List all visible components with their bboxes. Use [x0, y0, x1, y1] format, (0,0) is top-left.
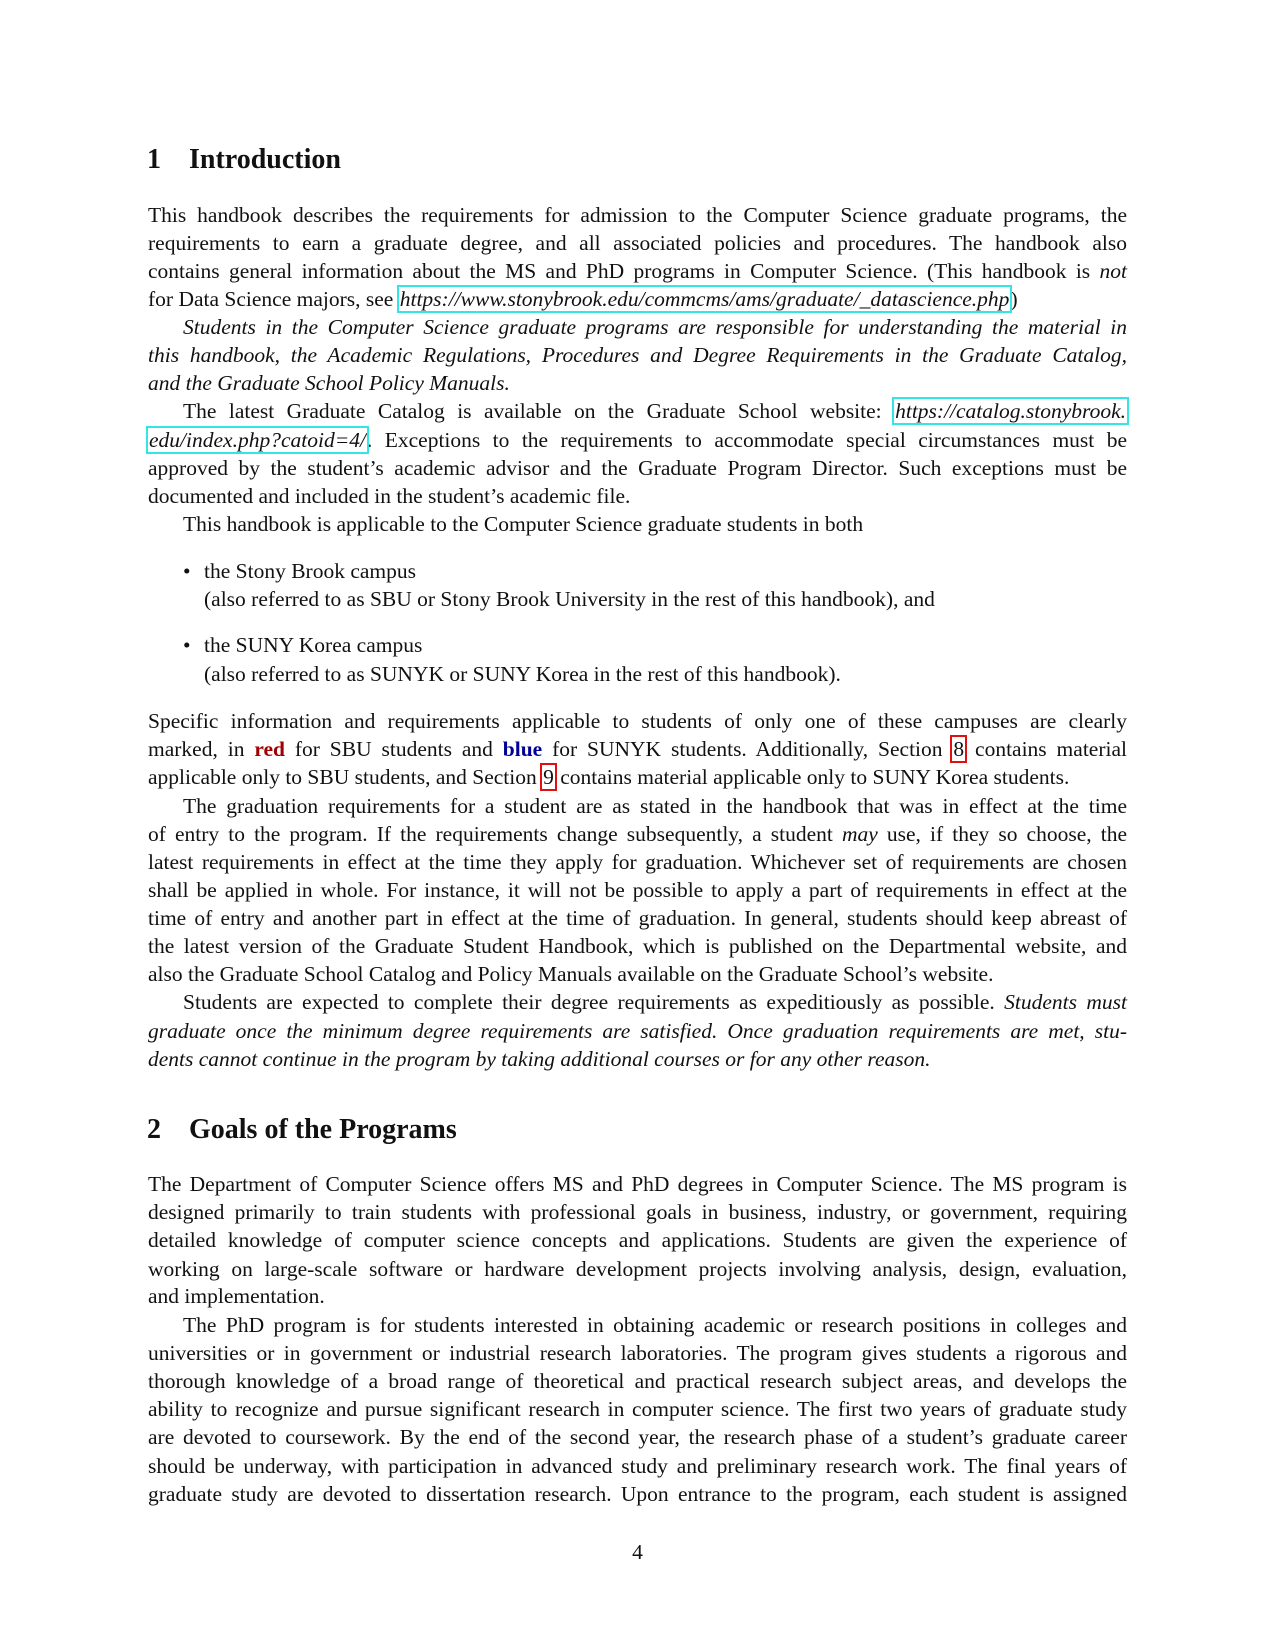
text-span: of entry to the program. If the requirements change subsequently, a student [148, 822, 842, 846]
text-span: for SBU students and [284, 737, 503, 761]
paragraph-line: are devoted to coursework. By the end of the second year, the research phase of a student’s graduate career [148, 1425, 1127, 1449]
paragraph-line: ability to recognize and pursue significant research in computer science. The first two years of graduate study [148, 1397, 1127, 1421]
section-9-link[interactable]: 9 [543, 765, 554, 789]
paragraph-line: detailed knowledge of computer science concepts and applications. Students are given the experience of [148, 1228, 1127, 1252]
paragraph-line: This handbook describes the requirements for admission to the Computer Science graduate programs, the [148, 203, 1127, 227]
paragraph-line: approved by the student’s academic advisor and the Graduate Program Director. Such exceptions must be [148, 456, 1127, 480]
paragraph-line: universities or in government or industrial research laboratories. The program gives students a rigorous and [148, 1341, 1127, 1365]
text-span: applicable only to SBU students, and Section [148, 765, 543, 789]
datascience-link[interactable]: https://www.stonybrook.edu/commcms/ams/graduate/_datascience.php [399, 287, 1010, 311]
paragraph-line [148, 820, 1127, 848]
paragraph-line: this handbook, the Academic Regulations, Procedures and Degree Requirements in the Graduate Catalog, [148, 343, 1127, 367]
bullet-icon: • [183, 559, 191, 583]
bullet-icon: • [183, 633, 191, 657]
emphasis-text: Students must [1004, 990, 1127, 1014]
paragraph-line [148, 763, 1127, 791]
section-title: Introduction [189, 144, 341, 175]
section-number: 1 [147, 144, 161, 175]
text-span: ) [1010, 287, 1018, 311]
section-heading-introduction [147, 143, 341, 177]
paragraph-line: dents cannot continue in the program by taking additional courses or for any other reason. [148, 1047, 931, 1071]
paragraph-line: The graduation requirements for a student are as stated in the handbook that was in effect at the time [183, 794, 1127, 818]
paragraph-line: documented and included in the student’s academic file. [148, 484, 631, 508]
bullet-item-line: the Stony Brook campus [204, 559, 416, 583]
text-span: for Data Science majors, see [148, 287, 399, 311]
paragraph-line: and the Graduate School Policy Manuals. [148, 371, 510, 395]
paragraph-line: the latest version of the Graduate Student Handbook, which is published on the Departmental website, and [148, 934, 1127, 958]
paragraph-line: The PhD program is for students interested in obtaining academic or research positions in colleges and [183, 1313, 1127, 1337]
paragraph-line: shall be applied in whole. For instance, it will not be possible to apply a part of requirements in effect at the [148, 878, 1127, 902]
catalog-link-continued[interactable]: edu/index.php?catoid=4/ [149, 428, 366, 452]
paragraph-line: and implementation. [148, 1284, 325, 1308]
red-label: red [254, 737, 285, 761]
paragraph-line: also the Graduate School Catalog and Policy Manuals available on the Graduate School’s website. [148, 962, 994, 986]
paragraph-line [148, 735, 1127, 763]
text-span: The latest Graduate Catalog is available on the Graduate School website: [183, 399, 895, 423]
paragraph-line: thorough knowledge of a broad range of theoretical and practical research subject areas, and develops the [148, 1369, 1127, 1393]
section-heading-goals [147, 1113, 457, 1147]
paragraph-line: This handbook is applicable to the Computer Science graduate students in both [183, 512, 864, 536]
text-span: use, if they so choose, the [877, 822, 1127, 846]
paragraph-line: Specific information and requirements applicable to students of only one of these campuses are clearly [148, 709, 1127, 733]
bullet-item-line: (also referred to as SBU or Stony Brook University in the rest of this handbook), and [204, 587, 935, 611]
emphasis-may: may [841, 822, 878, 846]
paragraph-line: working on large-scale software or hardware development projects involving analysis, design, evaluation, [148, 1257, 1127, 1281]
paragraph-line [148, 426, 1127, 454]
paragraph-line: requirements to earn a graduate degree, and all associated policies and procedures. The handbook also [148, 231, 1127, 255]
blue-label: blue [502, 737, 543, 761]
emphasis-not: not [1099, 259, 1127, 283]
paragraph-line: The Department of Computer Science offers MS and PhD degrees in Computer Science. The MS program is [148, 1172, 1127, 1196]
paragraph-line: latest requirements in effect at the time they apply for graduation. Whichever set of requirements are chosen [148, 850, 1127, 874]
text-span: Students are expected to complete their degree requirements as expeditiously as possible. [183, 990, 1005, 1014]
text-span: contains general information about the MS and PhD programs in Computer Science. (This handbook is [148, 259, 1100, 283]
paragraph-line: graduate once the minimum degree requirements are satisfied. Once graduation requirements are met, stu- [148, 1019, 1127, 1043]
section-8-link[interactable]: 8 [953, 737, 965, 761]
text-span: for SUNYK students. Additionally, Section [542, 737, 953, 761]
section-title: Goals of the Programs [189, 1114, 457, 1145]
text-span: contains material applicable only to SUNY Korea students. [554, 765, 1070, 789]
catalog-link[interactable]: https://catalog.stonybrook. [895, 399, 1126, 423]
paragraph-line: designed primarily to train students with professional goals in business, industry, or government, requiring [148, 1200, 1127, 1224]
paragraph-line: should be underway, with participation in advanced study and preliminary research work. The final years of [148, 1454, 1127, 1478]
text-span: . Exceptions to the requirements to accommodate special circumstances must be [366, 428, 1127, 452]
paragraph-line [183, 988, 1127, 1016]
page-number: 4 [632, 1540, 643, 1564]
paragraph-line [183, 397, 1127, 425]
text-span: contains material [965, 737, 1127, 761]
bullet-item-line: (also referred to as SUNYK or SUNY Korea in the rest of this handbook). [204, 662, 841, 686]
paragraph-line [148, 257, 1127, 285]
paragraph-line: time of entry and another part in effect at the time of graduation. In general, students should keep abreast of [148, 906, 1127, 930]
paragraph-line: Students in the Computer Science graduate programs are responsible for understanding the material in [183, 315, 1127, 339]
paragraph-line [148, 285, 1127, 313]
section-number: 2 [147, 1114, 161, 1145]
paragraph-line: graduate study are devoted to dissertation research. Upon entrance to the program, each student is assigned [148, 1482, 1127, 1506]
text-span: marked, in [148, 737, 255, 761]
bullet-item-line: the SUNY Korea campus [204, 633, 423, 657]
